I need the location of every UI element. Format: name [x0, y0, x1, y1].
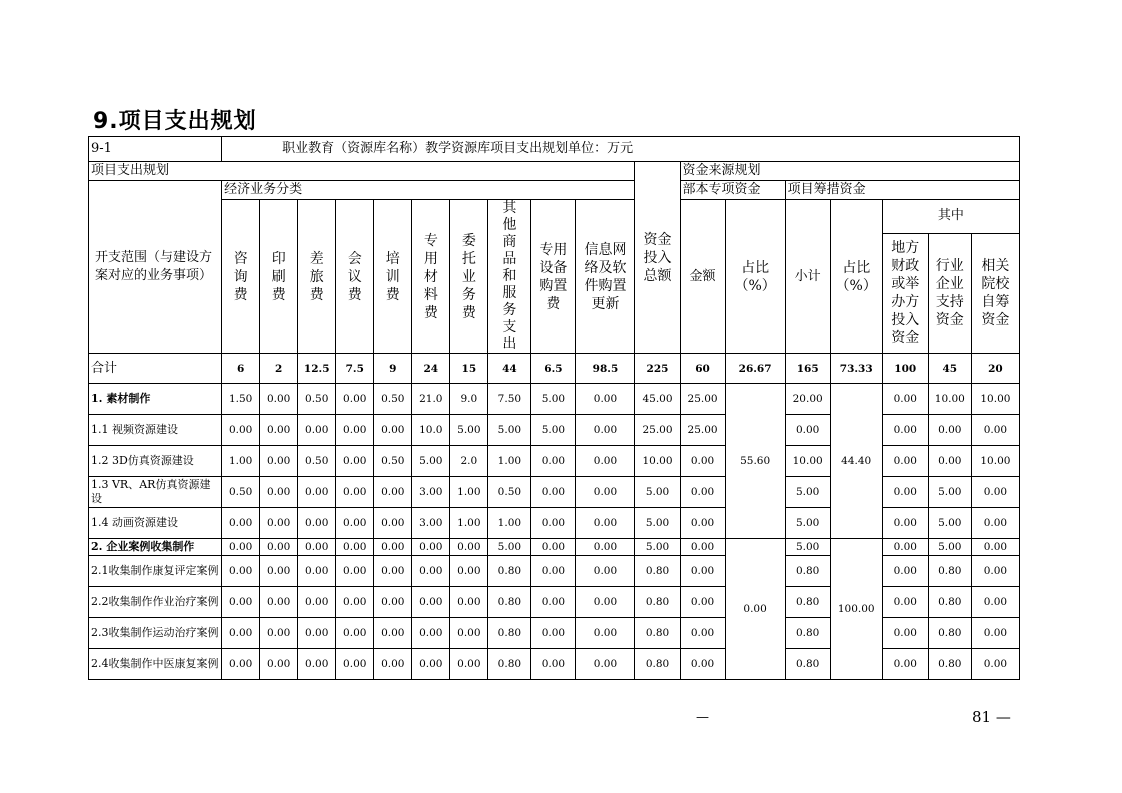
cell: 0.00	[576, 556, 635, 587]
cell: 0.00	[374, 415, 412, 446]
cell: 0.00	[336, 446, 374, 477]
consulting-header: 咨询费	[222, 200, 260, 354]
cell: 0.00	[374, 477, 412, 508]
cell: 0.00	[680, 477, 725, 508]
total-cell: 225	[635, 354, 680, 384]
row-label: 2.4收集制作中医康复案例	[89, 649, 222, 680]
cell: 0.00	[298, 477, 336, 508]
scope-header: 开支范围（与建设方案对应的业务事项）	[89, 181, 222, 354]
cell: 0.00	[971, 477, 1019, 508]
cell: 0.50	[298, 384, 336, 415]
equipment-header: 专用设备购置费	[531, 200, 576, 354]
cell: 0.00	[222, 649, 260, 680]
cell: 0.00	[336, 415, 374, 446]
total-cell: 15	[450, 354, 488, 384]
cell: 0.00	[882, 415, 928, 446]
cell: 0.00	[298, 649, 336, 680]
central-funds-header: 部本专项资金	[680, 181, 785, 200]
cell: 7.50	[488, 384, 531, 415]
cell: 0.00	[412, 618, 450, 649]
table-caption: 职业教育（资源库名称）教学资源库项目支出规划单位：万元	[222, 137, 1020, 162]
total-cell: 12.5	[298, 354, 336, 384]
cell: 9.0	[450, 384, 488, 415]
cell: 0.00	[222, 587, 260, 618]
cell: 0.00	[971, 415, 1019, 446]
cell: 0.00	[531, 539, 576, 556]
cell: 5.00	[928, 477, 971, 508]
cell: 0.00	[882, 618, 928, 649]
cell: 0.00	[336, 539, 374, 556]
cell: 45.00	[635, 384, 680, 415]
it-software-header: 信息网络及软件购置更新	[576, 200, 635, 354]
local-gov-header: 地方财政或举办方投入资金	[882, 233, 928, 353]
cell: 0.00	[531, 649, 576, 680]
cell: 10.00	[971, 446, 1019, 477]
cell: 0.00	[882, 649, 928, 680]
cell: 0.00	[882, 539, 928, 556]
cell: 0.00	[374, 618, 412, 649]
cell: 0.00	[298, 539, 336, 556]
cell: 0.00	[222, 508, 260, 539]
cell: 0.00	[222, 539, 260, 556]
cell: 5.00	[785, 477, 830, 508]
cell: 0.00	[336, 649, 374, 680]
cell: 0.00	[680, 556, 725, 587]
row-label: 1.3 VR、AR仿真资源建设	[89, 477, 222, 508]
cell: 0.80	[635, 587, 680, 618]
cell: 0.00	[222, 618, 260, 649]
cell: 10.0	[412, 415, 450, 446]
row-label: 2.2收集制作作业治疗案例	[89, 587, 222, 618]
funding-plan-header: 资金来源规划	[680, 162, 1019, 181]
total-investment-header: 资金投入总额	[635, 162, 680, 354]
cell: 0.00	[576, 384, 635, 415]
cell: 1.00	[222, 446, 260, 477]
cell: 25.00	[635, 415, 680, 446]
cell: 5.00	[531, 384, 576, 415]
table-row	[89, 384, 1020, 415]
cell: 0.00	[882, 384, 928, 415]
cell: 5.00	[488, 539, 531, 556]
cell: 0.00	[298, 556, 336, 587]
cell: 0.00	[882, 508, 928, 539]
total-cell: 60	[680, 354, 725, 384]
footer-dash: —	[696, 710, 709, 725]
total-cell: 98.5	[576, 354, 635, 384]
row-label: 1.4 动画资源建设	[89, 508, 222, 539]
meeting-header: 会议费	[336, 200, 374, 354]
cell: 0.00	[576, 508, 635, 539]
cell: 0.00	[971, 556, 1019, 587]
cell: 0.80	[928, 649, 971, 680]
cell: 0.00	[260, 649, 298, 680]
cell: 5.00	[412, 446, 450, 477]
row-label: 1.1 视频资源建设	[89, 415, 222, 446]
header-row-2	[89, 181, 1020, 200]
row-label: 2.1收集制作康复评定案例	[89, 556, 222, 587]
cell: 0.50	[488, 477, 531, 508]
cell: 0.00	[576, 649, 635, 680]
cell: 0.80	[488, 649, 531, 680]
total-row	[89, 354, 1020, 384]
cell: 0.00	[928, 415, 971, 446]
of-which-header: 其中	[882, 200, 1019, 234]
cell: 0.00	[336, 618, 374, 649]
cell: 5.00	[928, 508, 971, 539]
total-label: 合计	[89, 354, 222, 384]
total-cell: 165	[785, 354, 830, 384]
page-title: 9.项目支出规划	[93, 109, 257, 134]
cell: 5.00	[635, 539, 680, 556]
cell: 5.00	[928, 539, 971, 556]
cell: 0.80	[785, 556, 830, 587]
expenditure-table	[88, 136, 1020, 680]
cell: 0.00	[374, 649, 412, 680]
total-cell: 100	[882, 354, 928, 384]
amount-header: 金额	[680, 200, 725, 354]
row-label: 2. 企业案例收集制作	[89, 539, 222, 556]
header-row-3	[89, 200, 1020, 234]
merged-ratio1: 55.60	[725, 384, 785, 539]
cell: 0.80	[928, 618, 971, 649]
cell: 1.00	[488, 508, 531, 539]
cell: 0.00	[336, 477, 374, 508]
cell: 21.0	[412, 384, 450, 415]
cell: 5.00	[785, 508, 830, 539]
total-cell: 7.5	[336, 354, 374, 384]
cell: 0.00	[450, 618, 488, 649]
cell: 0.00	[412, 539, 450, 556]
cell: 0.00	[298, 618, 336, 649]
cell: 3.00	[412, 508, 450, 539]
cell: 3.00	[412, 477, 450, 508]
cell: 0.00	[260, 539, 298, 556]
cell: 0.00	[882, 477, 928, 508]
expenditure-plan-header: 项目支出规划	[89, 162, 635, 181]
cell: 0.00	[260, 508, 298, 539]
merged-ratio2: 44.40	[830, 384, 882, 539]
cell: 0.80	[488, 556, 531, 587]
cell: 0.00	[971, 649, 1019, 680]
total-cell: 45	[928, 354, 971, 384]
cell: 0.00	[882, 556, 928, 587]
cell: 2.0	[450, 446, 488, 477]
total-cell: 2	[260, 354, 298, 384]
other-goods-header: 其他商品和服务支出	[488, 200, 531, 354]
cell: 0.00	[576, 446, 635, 477]
cell: 0.00	[971, 618, 1019, 649]
cell: 0.00	[298, 508, 336, 539]
merged-ratio1: 0.00	[725, 539, 785, 680]
cell: 0.00	[374, 508, 412, 539]
cell: 0.00	[260, 477, 298, 508]
cell: 0.00	[531, 508, 576, 539]
cell: 0.00	[450, 587, 488, 618]
page-number: 81 —	[972, 708, 1011, 726]
cell: 0.80	[488, 618, 531, 649]
cell: 0.00	[971, 587, 1019, 618]
cell: 0.00	[222, 415, 260, 446]
cell: 0.00	[374, 539, 412, 556]
printing-header: 印刷费	[260, 200, 298, 354]
total-cell: 24	[412, 354, 450, 384]
cell: 0.00	[680, 508, 725, 539]
cell: 0.00	[928, 446, 971, 477]
cell: 0.00	[680, 446, 725, 477]
raised-funds-header: 项目筹措资金	[785, 181, 1019, 200]
subtotal-header: 小计	[785, 200, 830, 354]
cell: 0.00	[374, 587, 412, 618]
cell: 0.00	[680, 587, 725, 618]
cell: 0.00	[882, 587, 928, 618]
economic-categories-header: 经济业务分类	[222, 181, 635, 200]
total-cell: 9	[374, 354, 412, 384]
cell: 0.00	[336, 587, 374, 618]
total-cell: 20	[971, 354, 1019, 384]
cell: 0.80	[635, 649, 680, 680]
cell: 0.00	[450, 539, 488, 556]
cell: 0.80	[928, 556, 971, 587]
cell: 10.00	[971, 384, 1019, 415]
cell: 0.00	[680, 649, 725, 680]
cell: 0.00	[576, 477, 635, 508]
cell: 0.00	[531, 446, 576, 477]
cell: 5.00	[635, 477, 680, 508]
table-row	[89, 539, 1020, 556]
cell: 0.00	[260, 446, 298, 477]
colleges-header: 相关院校自筹资金	[971, 233, 1019, 353]
row-label: 2.3收集制作运动治疗案例	[89, 618, 222, 649]
cell: 25.00	[680, 384, 725, 415]
cell: 0.00	[260, 384, 298, 415]
cell: 20.00	[785, 384, 830, 415]
header-row-1	[89, 162, 1020, 181]
merged-ratio2: 100.00	[830, 539, 882, 680]
cell: 10.00	[785, 446, 830, 477]
cell: 0.00	[576, 618, 635, 649]
cell: 0.00	[531, 618, 576, 649]
total-cell: 73.33	[830, 354, 882, 384]
row-label: 1. 素材制作	[89, 384, 222, 415]
total-cell: 6	[222, 354, 260, 384]
cell: 5.00	[488, 415, 531, 446]
cell: 0.50	[222, 477, 260, 508]
cell: 10.00	[635, 446, 680, 477]
cell: 0.00	[260, 556, 298, 587]
caption-row	[89, 137, 1020, 162]
cell: 0.00	[531, 587, 576, 618]
ratio1-header: 占比（%）	[725, 200, 785, 354]
cell: 0.00	[260, 587, 298, 618]
cell: 25.00	[680, 415, 725, 446]
cell: 10.00	[928, 384, 971, 415]
cell: 0.00	[882, 446, 928, 477]
cell: 0.80	[928, 587, 971, 618]
cell: 1.00	[488, 446, 531, 477]
industry-header: 行业企业支持资金	[928, 233, 971, 353]
total-cell: 26.67	[725, 354, 785, 384]
cell: 0.00	[576, 587, 635, 618]
ratio2-header: 占比（%）	[830, 200, 882, 354]
cell: 0.00	[576, 539, 635, 556]
cell: 0.80	[488, 587, 531, 618]
cell: 0.00	[260, 415, 298, 446]
row-label: 1.2 3D仿真资源建设	[89, 446, 222, 477]
cell: 0.00	[450, 556, 488, 587]
cell: 0.50	[374, 384, 412, 415]
cell: 5.00	[785, 539, 830, 556]
cell: 0.00	[260, 618, 298, 649]
cell: 0.00	[412, 649, 450, 680]
cell: 0.00	[412, 556, 450, 587]
cell: 0.00	[336, 556, 374, 587]
cell: 0.00	[298, 587, 336, 618]
training-header: 培训费	[374, 200, 412, 354]
cell: 0.00	[680, 618, 725, 649]
cell: 0.00	[785, 415, 830, 446]
table-id: 9-1	[89, 137, 222, 162]
cell: 0.00	[680, 539, 725, 556]
cell: 0.00	[336, 384, 374, 415]
cell: 0.00	[222, 556, 260, 587]
cell: 5.00	[531, 415, 576, 446]
travel-header: 差旅费	[298, 200, 336, 354]
cell: 0.00	[298, 415, 336, 446]
cell: 0.00	[336, 508, 374, 539]
cell: 0.80	[785, 587, 830, 618]
commission-header: 委托业务费	[450, 200, 488, 354]
cell: 0.00	[576, 415, 635, 446]
cell: 0.80	[785, 649, 830, 680]
cell: 0.00	[971, 508, 1019, 539]
cell: 5.00	[635, 508, 680, 539]
total-cell: 44	[488, 354, 531, 384]
cell: 1.00	[450, 477, 488, 508]
cell: 0.80	[635, 618, 680, 649]
cell: 0.50	[374, 446, 412, 477]
cell: 1.00	[450, 508, 488, 539]
cell: 0.00	[450, 649, 488, 680]
cell: 5.00	[450, 415, 488, 446]
cell: 0.00	[412, 587, 450, 618]
cell: 0.00	[531, 556, 576, 587]
total-cell: 6.5	[531, 354, 576, 384]
materials-header: 专用材料费	[412, 200, 450, 354]
cell: 1.50	[222, 384, 260, 415]
cell: 0.80	[785, 618, 830, 649]
cell: 0.00	[971, 539, 1019, 556]
cell: 0.50	[298, 446, 336, 477]
cell: 0.00	[374, 556, 412, 587]
cell: 0.80	[635, 556, 680, 587]
cell: 0.00	[531, 477, 576, 508]
